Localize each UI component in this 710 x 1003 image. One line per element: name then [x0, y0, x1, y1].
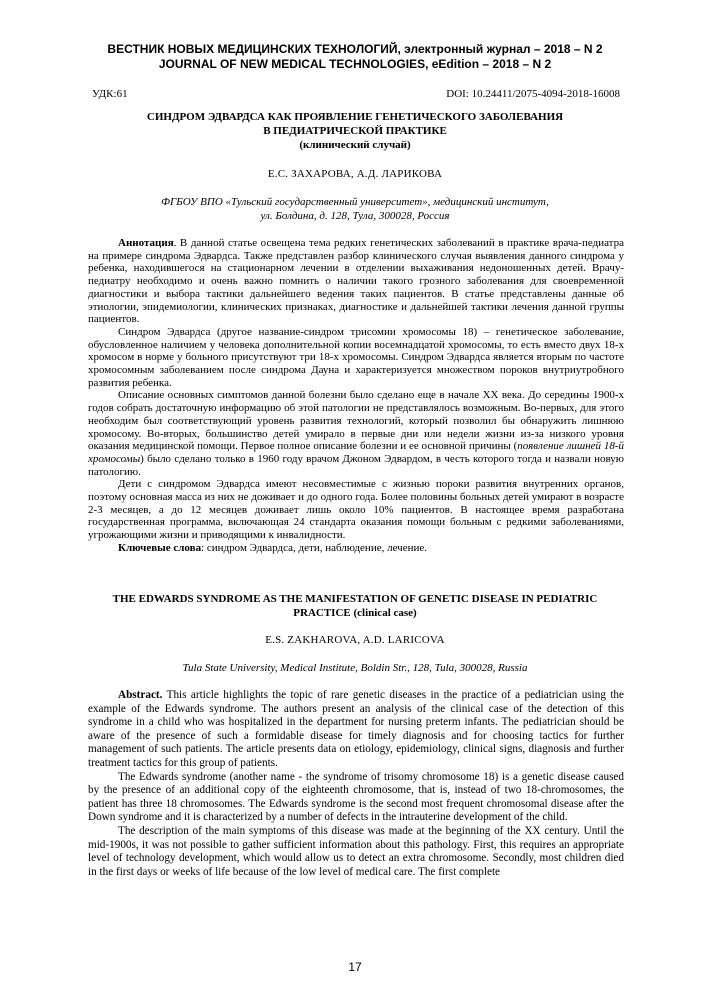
en-authors: E.S. ZAKHAROVA, A.D. LARICOVA [265, 634, 445, 646]
page-number: 17 [348, 960, 362, 974]
ru-paragraph-2-text-a: Описание основных симптомов данной болезни было сделано еще в начале XX века. До середины 1900-х годов собрать достаточную информацию об этой патологии не представлялось возможным. Во-первых, для этого необходим был соответствующий уровень развития технологий, который позволил бы обнаружить лишнюю хромосому. Во-вторых, большинство детей умирало в первые дни или недели жизни из-за низкого уровня оказания медицинской помощи. Первое полное описание болезни и ее основной причины ( [88, 389, 624, 453]
ru-keywords-label: Ключевые слова [118, 541, 202, 554]
ru-keywords-text: : синдром Эдвардса, дети, наблюдение, лечение. [201, 541, 428, 554]
ru-paragraph-1: Синдром Эдвардса (другое название-синдром трисомии хромосомы 18) – генетическое заболевание, обусловленное наличием у человека дополнительной копии восемнадцатой хромосомы, то есть вместо двух 18-х хромосом в норме у больного присутствуют три 18-х хромосомы. Синдром Эдвардса является вторым по частоте хромосомным заболеванием после синдрома Дауна и характеризуется множеством пороков внутриутробного развития ребенка. [88, 325, 624, 389]
en-paragraph-1: The Edwards syndrome (another name - the syndrome of trisomy chromosome 18) is a genetic disease caused by the presence of an additional copy of the eighteenth chromosome, that is, instead of two 18-chromosomes, the patient has three 18 chromosomes. The Edwards syndrome is the second most frequent chromosomal disease after the Down syndrome and it is characterized by a number of defects in the intrauterine development of the child. [88, 770, 624, 824]
ru-body [88, 237, 624, 555]
udc-code: УДК:61 [92, 88, 128, 100]
ru-authors: Е.С. ЗАХАРОВА, А.Д. ЛАРИКОВА [267, 168, 443, 180]
ru-abstract-label: Аннотация [118, 237, 174, 249]
en-title-line2: PRACTICE (clinical case) [293, 607, 417, 619]
ru-abstract-text: . В данной статье освещена тема редких генетических заболеваний в практике врача-педиатра на примере синдрома Эдвардса. Также представлен разбор клинического случая выявления данного синдрома у ребенка, находившегося на стационарном лечении в отделении выхаживания недоношенных детей. Врачу-педиатру необходимо и очень важно помнить о наличии такого грозного заболевания для своевременной диагностики и выбора тактики дальнейшего ведения таких пациентов. В статье представлены данные об этиологии, эпидемиологии, клинических признаках, диагностике и дальнейшей тактики лечения данной группы пациентов. [88, 237, 624, 326]
en-affiliation: Tula State University, Medical Institute, Boldin Str., 128, Tula, 300028, Russia [182, 662, 528, 674]
en-title [60, 592, 650, 620]
ru-paragraph-2 [88, 389, 624, 478]
journal-header-ru: ВЕСТНИК НОВЫХ МЕДИЦИНСКИХ ТЕХНОЛОГИЙ, электронный журнал – 2018 – N 2 [107, 42, 603, 56]
ru-keywords [88, 542, 624, 555]
ru-abstract [88, 237, 624, 326]
ru-paragraph-3: Дети с синдромом Эдвардса имеют несовместимые с жизнью пороки развития внутренних органов, поэтому основная масса из них не доживает и до одного года. Более половины больных детей умирают в возрасте 2-3 месяцев, а до 12 месяцев доживает лишь около 10% пациентов. В настоящее время разработана государственная программа, включающая 24 стандарта оказания помощи больным с редкими заболеваниями, угрожающими жизни и приводящими к инвалидности. [88, 478, 624, 542]
ru-affiliation-line1: ФГБОУ ВПО «Тульский государственный университет», медицинский институт, [161, 196, 549, 208]
ru-title-line1: СИНДРОМ ЭДВАРДСА КАК ПРОЯВЛЕНИЕ ГЕНЕТИЧЕСКОГО ЗАБОЛЕВАНИЯ [146, 111, 564, 123]
ru-title-line2: В ПЕДИАТРИЧЕСКОЙ ПРАКТИКЕ [263, 125, 447, 137]
journal-header-en: JOURNAL OF NEW MEDICAL TECHNOLOGIES, eEdition – 2018 – N 2 [158, 57, 552, 71]
ru-affiliation [60, 195, 650, 223]
ru-subtitle: (клинический случай) [299, 139, 411, 151]
doi-link[interactable]: DOI: 10.24411/2075-4094-2018-16008 [446, 88, 620, 100]
en-body [88, 689, 624, 879]
ru-paragraph-2-italic: появление лишней 18-й хромосомы [88, 440, 625, 465]
en-paragraph-2: The description of the main symptoms of this disease was made at the beginning of the XX century. Until the mid-1900s, it was not possible to gather sufficient information about this pathology. First, this requires an appropriate level of technology development, which would allow us to detect an extra chromosome. Secondly, most children died in the first days or weeks of life because of the low level of medical care. The first complete [88, 824, 624, 878]
en-abstract-label: Abstract. [118, 689, 163, 701]
ru-paragraph-2-text-b: ) было сделано только в 1960 году врачом Джоном Эдвардом, в честь которого тогда и назвали новую патологию. [88, 452, 624, 478]
en-title-line1: THE EDWARDS SYNDROME AS THE MANIFESTATION OF GENETIC DISEASE IN PEDIATRIC [112, 593, 598, 605]
en-abstract-text: This article highlights the topic of rare genetic diseases in the practice of a pediatrician using the example of the Edwards syndrome. The authors present an analysis of the clinical case of the detection of this syndrome in a child who was hospitalized in the department for nursing preterm infants. The pediatrician should be aware of the presence of such a formidable disease for timely diagnosis and for choosing tactics for further management of such patients. The article presents data on etiology, epidemiology, clinical signs, diagnosis and further treatment tactics for this group of patients. [88, 689, 624, 769]
ru-affiliation-line2: ул. Болдина, д. 128, Тула, 300028, Россия [260, 210, 450, 222]
en-abstract [88, 689, 624, 771]
ru-title [60, 110, 650, 152]
